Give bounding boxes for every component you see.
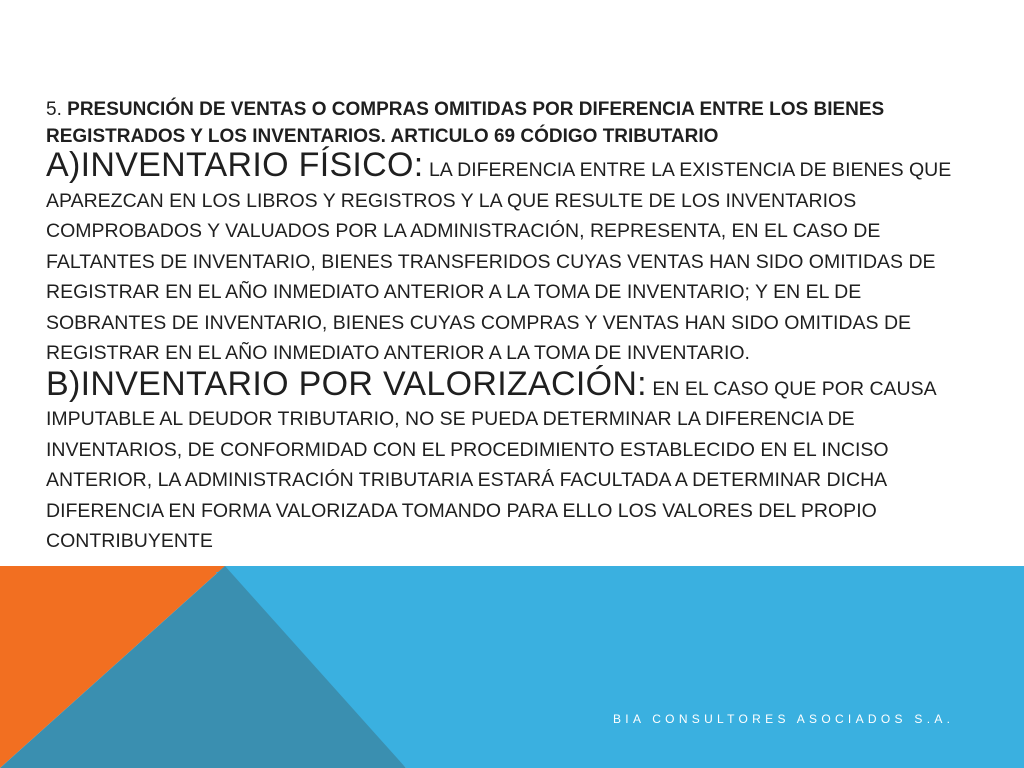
section-a-body: LA DIFERENCIA ENTRE LA EXISTENCIA DE BIENES QUE APAREZCAN EN LOS LIBROS Y REGISTROS Y LA QUE RESULTE DE LOS INVENTARIOS COMPROBADOS Y VALUADOS POR LA ADMINISTRACIÓN, REPRESENTA, EN EL CASO DE FALTANTES DE INVENTARIO, BIENES TRANSFERIDOS CUYAS VENTAS HAN SIDO OMITIDAS DE REGISTRAR EN EL AÑO INMEDIATO ANTERIOR A LA TOMA DE INVENTARIO; Y EN EL DE SOBRANTES DE INVENTARIO, BIENES CUYAS COMPRAS Y VENTAS HAN SIDO OMITIDAS DE REGISTRAR EN EL AÑO INMEDIATO ANTERIOR A LA TOMA DE INVENTARIO. <box>46 159 952 364</box>
section-a-title: A)INVENTARIO FÍSICO: <box>46 146 424 184</box>
section-a-paragraph <box>46 146 966 369</box>
section-b-body: EN EL CASO QUE POR CAUSA IMPUTABLE AL DEUDOR TRIBUTARIO, NO SE PUEDA DETERMINAR LA DIFERENCIA DE INVENTARIOS, DE CONFORMIDAD CON EL PROCEDIMIENTO ESTABLECIDO EN EL INCISO ANTERIOR, LA ADMINISTRACIÓN TRIBUTARIA ESTARÁ FACULTADA A DETERMINAR DICHA DIFERENCIA EN FORMA VALORIZADA TOMANDO PARA ELLO LOS VALORES DEL PROPIO CONTRIBUYENTE <box>46 377 936 552</box>
section-b-title: B)INVENTARIO POR VALORIZACIÓN: <box>46 364 647 403</box>
heading-text: PRESUNCIÓN DE VENTAS O COMPRAS OMITIDAS POR DIFERENCIA ENTRE LOS BIENES REGISTRADOS Y LOS INVENTARIOS. ARTICULO 69 CÓDIGO TRIBUTARIO <box>46 99 885 147</box>
orange-tip-shape <box>0 566 225 572</box>
heading-number: 5. <box>46 99 62 120</box>
section-b-paragraph <box>46 364 966 557</box>
footer-company-name: BIA CONSULTORES ASOCIADOS S.A. <box>613 712 955 726</box>
slide-content <box>46 96 966 557</box>
slide-heading <box>46 96 966 150</box>
